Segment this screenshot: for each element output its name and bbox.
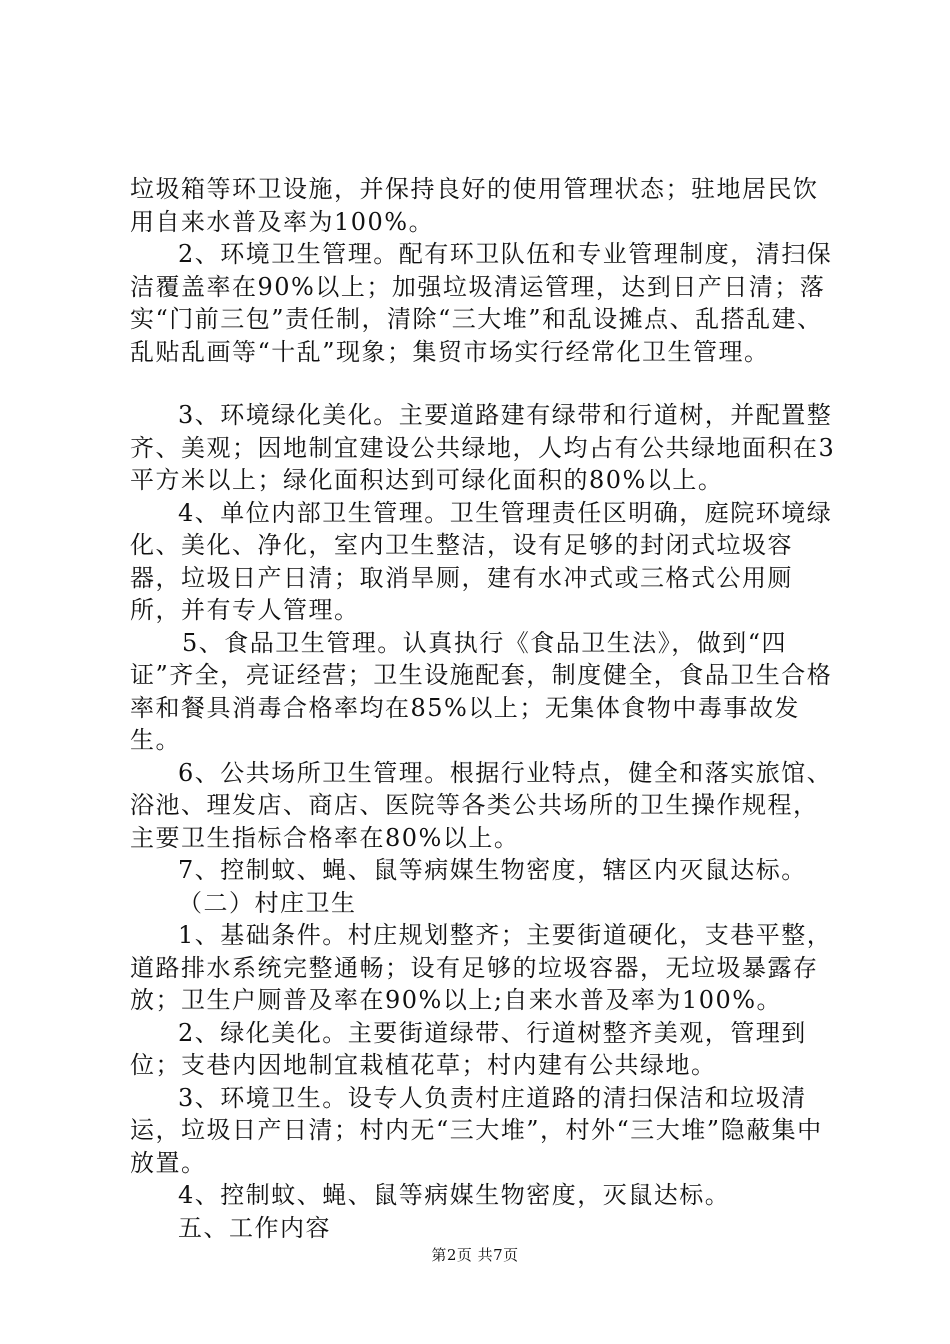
paragraph-greening: 3、环境绿化美化。主要道路建有绿带和行道树，并配置整齐、美观；因地制宜建设公共绿地，人均占有公共绿地面积在3平方米以上；绿化面积达到可绿化面积的80%以上。 <box>130 401 836 494</box>
paragraph-public-places: 6、公共场所卫生管理。根据行业特点，健全和落实旅馆、浴池、理发店、商店、医院等各类公共场所的卫生操作规程，主要卫生指标合格率在80%以上。 <box>130 758 833 852</box>
paragraph-basic-conditions: 1、基础条件。村庄规划整齐；主要街道硬化，支巷平整，道路排水系统完整通畅；设有足够的垃圾容器，无垃圾暴露存放；卫生户厕普及率在90%以上;自来水普及率为100%。 <box>130 921 833 1014</box>
paragraph-vector-control: 7、控制蚊、蝇、鼠等病媒生物密度，辖区内灭鼠达标。 <box>178 856 807 884</box>
paragraph-village-greening: 2、绿化美化。主要街道绿带、行道树整齐美观，管理到位；支巷内因地制宜栽植花草；村内建有公共绿地。 <box>130 1018 807 1079</box>
paragraph-village-environment: 3、环境卫生。设专人负责村庄道路的清扫保洁和垃圾清运，垃圾日产日清；村内无“三大堆”，村外“三大堆”隐蔽集中放置。 <box>130 1083 823 1177</box>
paragraph-village-vector-control: 4、控制蚊、蝇、鼠等病媒生物密度，灭鼠达标。 <box>178 1181 731 1209</box>
paragraph-food-hygiene: 5、食品卫生管理。认真执行《食品卫生法》，做到“四证”齐全，亮证经营；卫生设施配套，制度健全，食品卫生合格率和餐具消毒合格率均在85%以上；无集体食物中毒事故发生。 <box>130 628 833 754</box>
paragraph-environmental-sanitation: 2、环境卫生管理。配有环卫队伍和专业管理制度，清扫保洁覆盖率在90%以上；加强垃圾清运管理，达到日产日清；落实“门前三包”责任制，清除“三大堆”和乱设摊点、乱搭乱建、乱贴乱画等“十乱”现象；集贸市场实行经常化卫生管理。 <box>130 240 833 366</box>
page-number-footer: 第2页 共7页 <box>431 1246 519 1264</box>
paragraph-continuation: 垃圾箱等环卫设施，并保持良好的使用管理状态；驻地居民饮用自来水普及率为100%。 <box>130 175 819 236</box>
section-heading-village-hygiene: （二）村庄卫生 <box>178 888 357 917</box>
section-heading-work-content: 五、工作内容 <box>178 1213 331 1242</box>
document-body <box>130 173 838 1244</box>
paragraph-unit-internal-hygiene: 4、单位内部卫生管理。卫生管理责任区明确，庭院环境绿化、美化、净化，室内卫生整洁，设有足够的封闭式垃圾容器，垃圾日产日清；取消旱厕，建有水冲式或三格式公用厕所，并有专人管理。 <box>130 498 833 624</box>
